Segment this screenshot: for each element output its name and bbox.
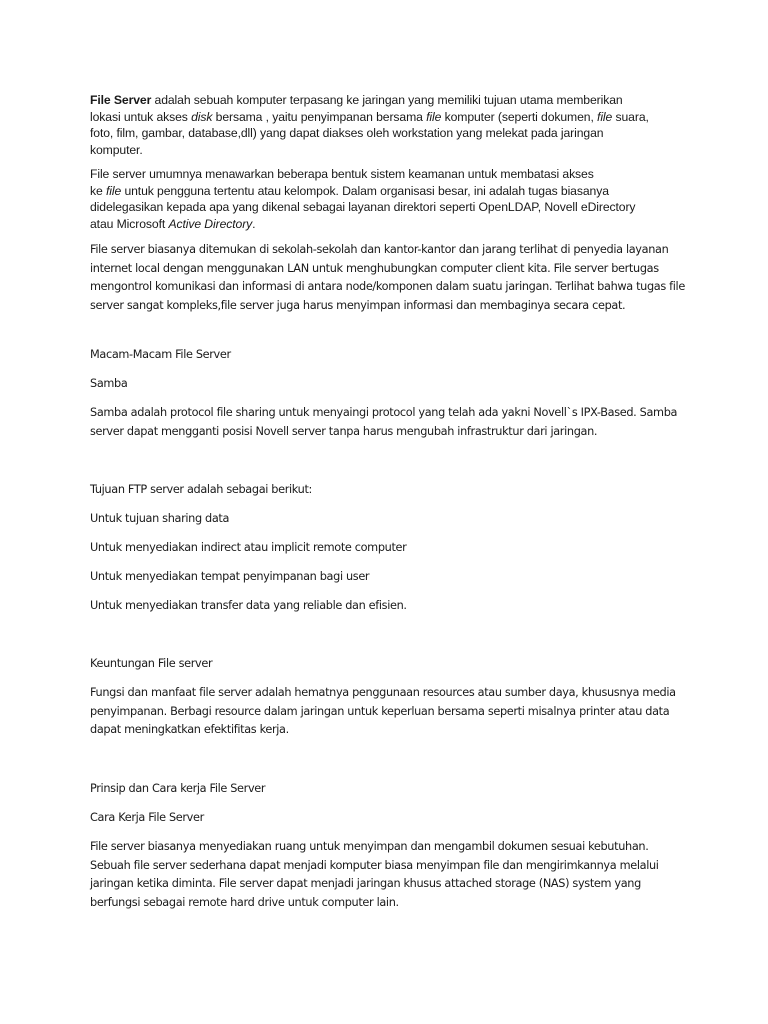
- samba-paragraph: Samba adalah protocol file sharing untuk menyaingi protocol yang telah ada yakni Novell`s IPX-Based. Samba server dapat mengganti posisi Novell server tanpa harus mengubah infrastruktur dari jaringan.: [90, 406, 678, 438]
- ftp-heading: Tujuan FTP server adalah sebagai berikut:: [90, 483, 312, 496]
- intro-term: File Server: [90, 93, 152, 107]
- keuntungan-heading: Keuntungan File server: [90, 657, 213, 670]
- ftp-item: Untuk tujuan sharing data: [90, 512, 230, 525]
- ftp-item: Untuk menyediakan transfer data yang reliable dan efisien.: [90, 599, 407, 612]
- location-paragraph: File server biasanya ditemukan di sekolah-sekolah dan kantor-kantor dan jarang terlihat di penyedia layanan internet local dengan menggunakan LAN untuk menghubungkan computer client kita. File server bertugas mengontrol komunikasi dan informasi di antara node/komponen dalam suatu jaringan. Terlihat bahwa tugas file server sangat kompleks,file server juga harus menyimpan informasi dan membaginya secara cepat.: [90, 243, 685, 312]
- security-paragraph: File server umumnya menawarkan beberapa bentuk sistem keamanan untuk membatasi akses ke file untuk pengguna tertentu atau kelompok. Dalam organisasi besar, ini adalah tugas biasanya didelegasikan kepada apa yang dikenal sebagai layanan direktori seperti OpenLDAP, Novell eDirectory atau Microsoft Active Directory.: [90, 167, 636, 231]
- ftp-item: Untuk menyediakan indirect atau implicit remote computer: [90, 541, 407, 554]
- keuntungan-paragraph: Fungsi dan manfaat file server adalah hematnya penggunaan resources atau sumber daya, khususnya media penyimpanan. Berbagi resource dalam jaringan untuk keperluan bersama seperti misalnya printer atau data dapat meningkatkan efektifitas kerja.: [90, 686, 676, 736]
- prinsip-heading: Prinsip dan Cara kerja File Server: [90, 782, 266, 795]
- cara-paragraph: File server biasanya menyediakan ruang untuk menyimpan dan mengambil dokumen sesuai kebutuhan. Sebuah file server sederhana dapat menjadi komputer biasa menyimpan file dan mengirimkannya melalui jaringan ketika diminta. File server dapat menjadi jaringan khusus attached storage (NAS) system yang berfungsi sebagai remote hard drive untuk computer lain.: [90, 840, 659, 909]
- samba-heading: Samba: [90, 377, 128, 390]
- ftp-item: Untuk menyediakan tempat penyimpanan bagi user: [90, 570, 370, 583]
- cara-heading: Cara Kerja File Server: [90, 811, 204, 824]
- intro-paragraph: File Server adalah sebuah komputer terpasang ke jaringan yang memiliki tujuan utama memberikan lokasi untuk akses disk bersama , yaitu penyimpanan bersama file komputer (seperti dokumen, file suara, foto, film, gambar, database,dll) yang dapat diakses oleh workstation yang melekat pada jaringan komputer.: [90, 93, 649, 157]
- macam-heading: Macam-Macam File Server: [90, 348, 231, 361]
